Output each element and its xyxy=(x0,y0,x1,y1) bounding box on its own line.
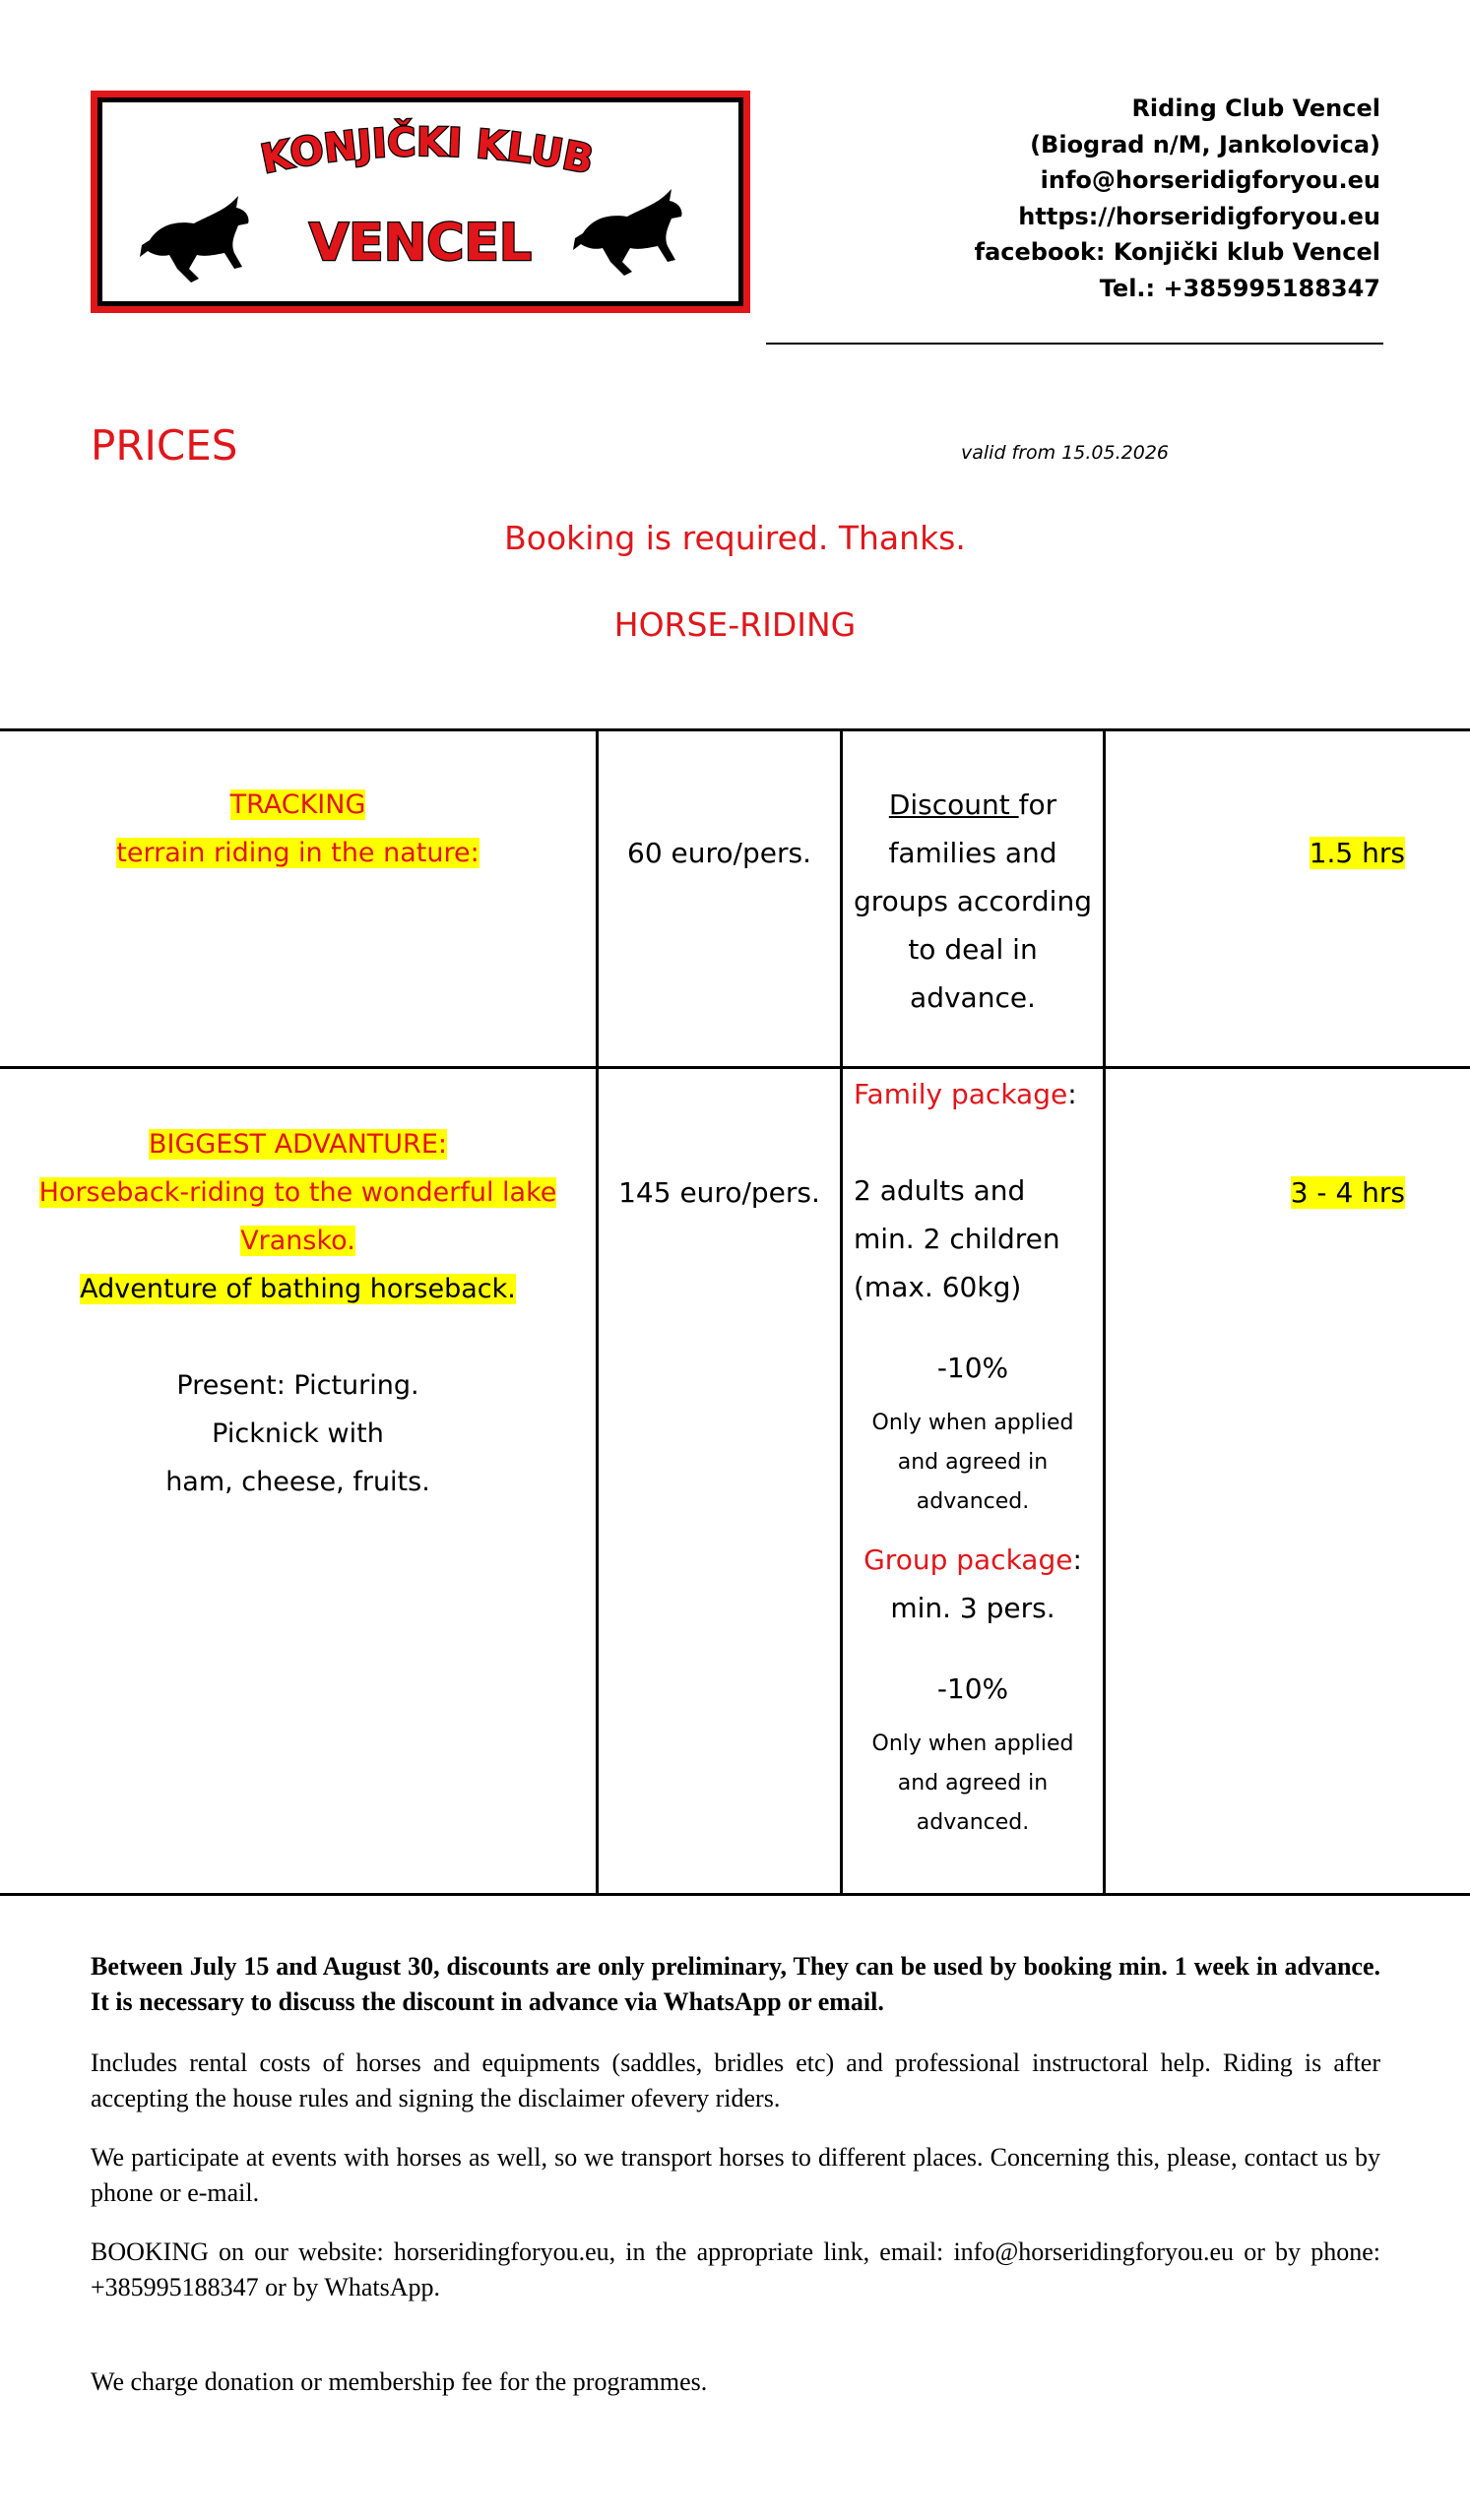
contact-block xyxy=(975,91,1380,306)
activity-line: Vransko. xyxy=(240,1226,355,1256)
donation-note: We charge donation or membership fee for the programmes. xyxy=(91,2367,708,2396)
family-line: 2 adults and xyxy=(854,1174,1026,1207)
logo-artwork xyxy=(102,102,738,301)
booking-info-note: BOOKING on our website: horseridingforyou.eu, in the appropriate link, email: info@horseridingforyou.eu or by phone: +385995188347 or by WhatsApp. xyxy=(91,2237,1380,2301)
column-divider xyxy=(596,731,599,1893)
group-line: min. 3 pers. xyxy=(890,1592,1055,1624)
discount-label: Discount xyxy=(888,788,1019,821)
family-line: (max. 60kg) xyxy=(854,1271,1022,1303)
price-table xyxy=(0,728,1470,1896)
horse-icon xyxy=(140,196,249,283)
family-condition: Only when applied xyxy=(871,1411,1074,1435)
logo-border xyxy=(97,97,743,306)
logo-text-top: KONJIČKI KLUB xyxy=(257,119,598,184)
discount-text: advance. xyxy=(910,981,1036,1014)
discount-text: families and xyxy=(888,837,1057,869)
duration-value: 1.5 hrs xyxy=(1309,837,1405,869)
activity-title: BIGGEST ADVANTURE: xyxy=(149,1129,447,1160)
logo-background xyxy=(102,102,738,301)
adventure-duration xyxy=(1106,1168,1405,1217)
group-condition: and agreed in xyxy=(897,1771,1049,1796)
duration-value: 3 - 4 hrs xyxy=(1290,1176,1405,1209)
discount-text: for xyxy=(1018,788,1057,821)
booking-note: Booking is required. Thanks. xyxy=(504,519,966,557)
group-package-label: Group package xyxy=(863,1544,1073,1576)
family-condition: advanced. xyxy=(916,1489,1030,1514)
tracking-duration xyxy=(1106,829,1405,877)
family-line: min. 2 children xyxy=(854,1223,1060,1255)
club-name: Riding Club Vencel xyxy=(1131,94,1380,122)
present-line: Present: Picturing. xyxy=(176,1370,419,1401)
family-discount: -10% xyxy=(936,1352,1009,1384)
horse-icon xyxy=(573,189,682,276)
logo-text-bottom: VENCEL xyxy=(308,214,533,273)
tracking-discount xyxy=(843,781,1103,1022)
includes-note: Includes rental costs of horses and equipments (saddles, bridles etc) and professional instructoral help. Riding is after accepting the house rules and signing the disclaimer ofevery riders. xyxy=(91,2048,1380,2112)
club-website[interactable]: https://horseridigforyou.eu xyxy=(1018,202,1380,230)
present-line: ham, cheese, fruits. xyxy=(165,1467,430,1497)
activity-subtitle: terrain riding in the nature: xyxy=(116,838,479,868)
group-condition: Only when applied xyxy=(871,1732,1074,1756)
section-title: HORSE-RIDING xyxy=(613,605,857,644)
club-address: (Biograd n/M, Jankolovica) xyxy=(1030,130,1380,158)
row-divider xyxy=(0,1066,1470,1069)
discount-text: to deal in xyxy=(908,933,1038,966)
family-condition: and agreed in xyxy=(897,1450,1049,1475)
present-line: Picknick with xyxy=(212,1418,384,1449)
activity-line: Adventure of bathing horseback. xyxy=(80,1274,516,1304)
adventure-price: 145 euro/pers. xyxy=(618,1176,820,1209)
group-discount: -10% xyxy=(936,1672,1009,1705)
table-row-tracking-activity xyxy=(0,781,596,877)
page-title: PRICES xyxy=(91,421,238,470)
discount-text: groups according xyxy=(854,885,1092,917)
club-facebook[interactable]: facebook: Konjički klub Vencel xyxy=(974,238,1380,266)
family-package-label: Family package xyxy=(854,1078,1068,1110)
club-email[interactable]: info@horseridigforyou.eu xyxy=(1040,166,1380,194)
adventure-discount: Family package: 2 adults and min. 2 children (max. 60kg) -10% Only when applied and agreed in advanced. Group package: min. 3 pers. -10% Only when applied and agreed in advanced. xyxy=(843,1070,1103,1843)
club-phone[interactable]: Tel.: +385995188347 xyxy=(1099,274,1380,302)
group-condition: advanced. xyxy=(916,1810,1030,1835)
activity-line: Horseback-riding to the wonderful lake xyxy=(38,1177,557,1208)
valid-from-date: valid from 15.05.2026 xyxy=(961,442,1170,464)
tracking-price: 60 euro/pers. xyxy=(627,837,811,869)
events-note: We participate at events with horses as well, so we transport horses to different places. Concerning this, please, contact us by phone or e-mail. xyxy=(91,2143,1380,2207)
table-row-adventure-activity xyxy=(0,1120,596,1506)
header-divider xyxy=(766,343,1383,345)
column-divider xyxy=(1103,731,1106,1893)
club-logo xyxy=(91,91,750,313)
activity-title: TRACKING xyxy=(229,789,366,820)
discount-period-note: Between July 15 and August 30, discounts are only preliminary, They can be used by booking min. 1 week in advance. It is necessary to discuss the discount in advance via WhatsApp or email. xyxy=(91,1952,1380,2016)
